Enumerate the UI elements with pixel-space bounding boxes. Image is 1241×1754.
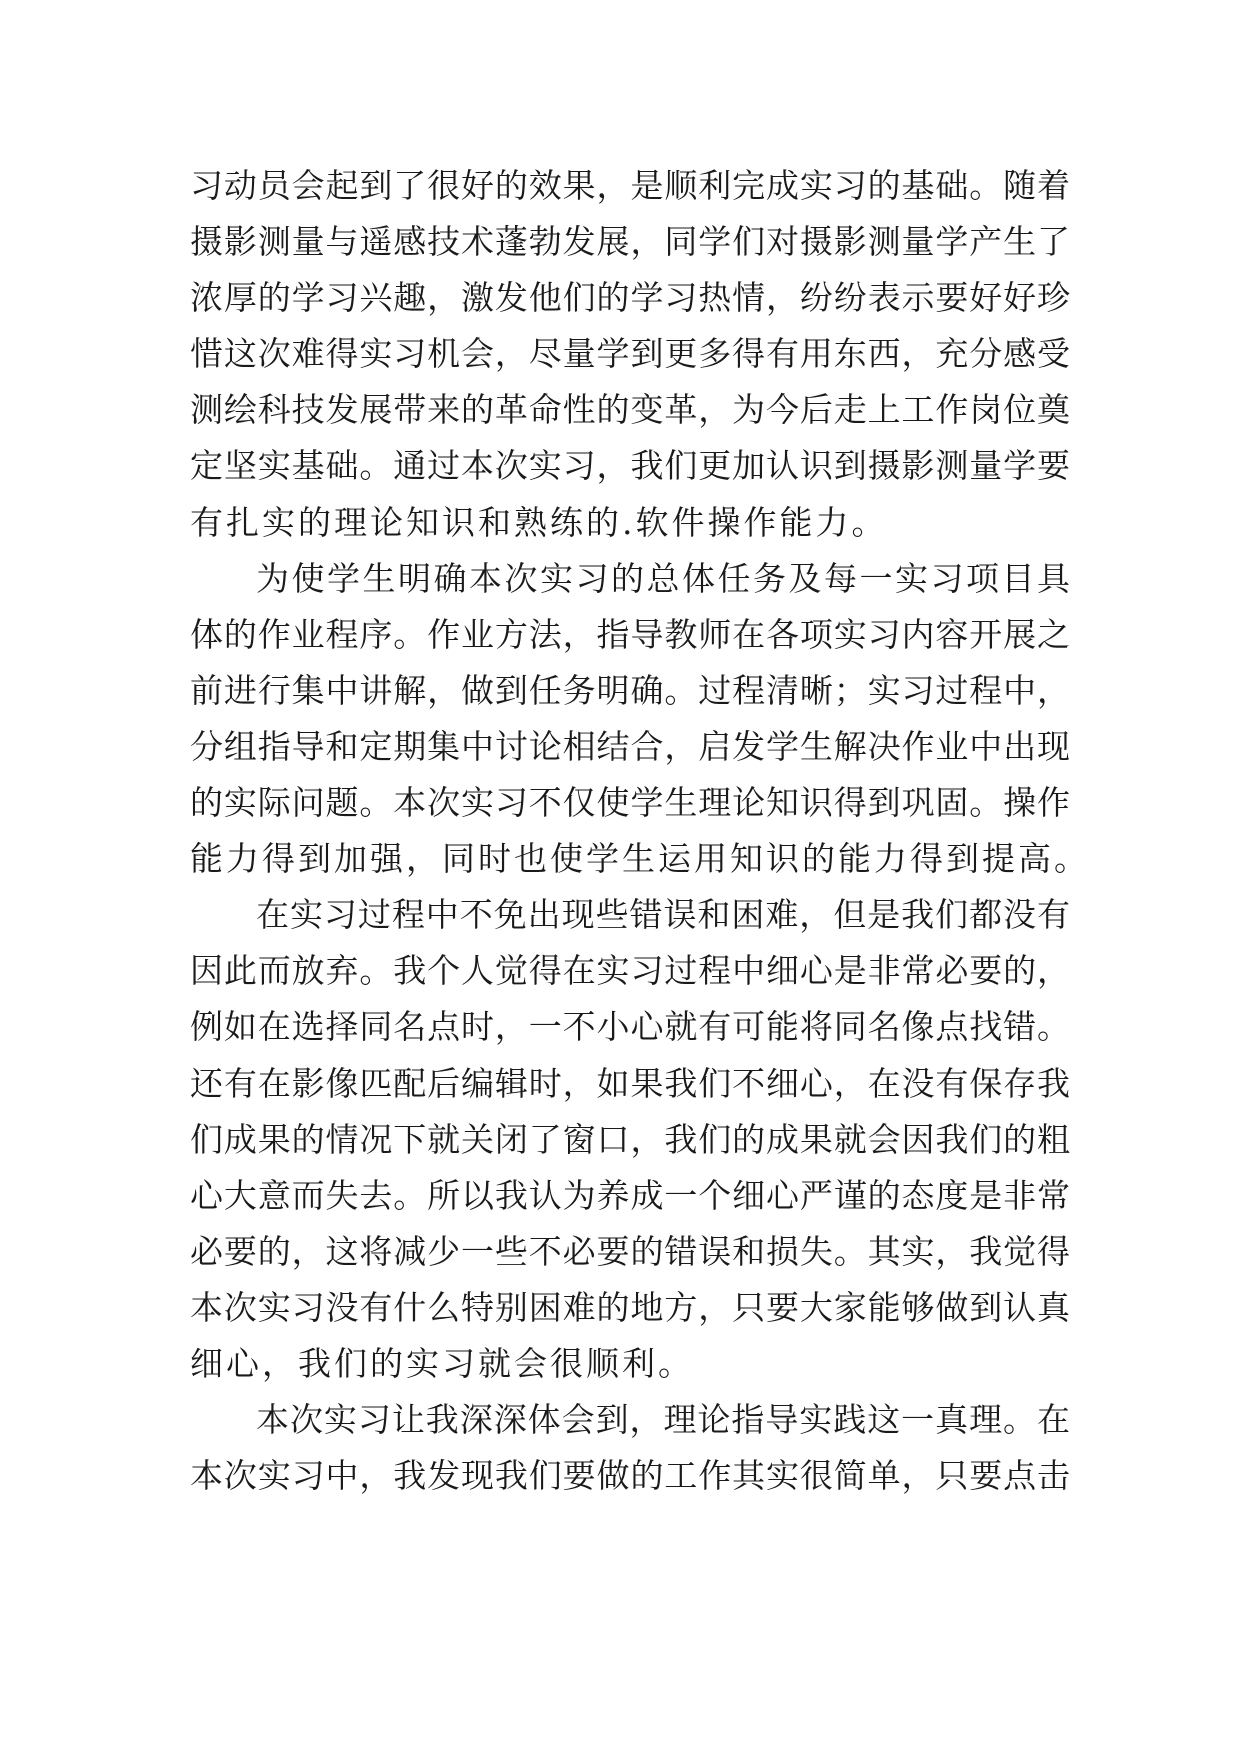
body-text — [190, 158, 1090, 1504]
text-line: 本次实习中，我发现我们要做的工作其实很简单，只要点击 — [190, 1456, 1070, 1496]
text-line: 摄影测量与遥感技术蓬勃发展，同学们对摄影测量学产生了 — [190, 222, 1070, 262]
paragraph-first-line: 在实习过程中不免出现些错误和困难，但是我们都没有 — [256, 895, 1070, 935]
text-line: 分组指导和定期集中讨论相结合，启发学生解决作业中出现 — [190, 726, 1070, 766]
text-line: 定坚实基础。通过本次实习，我们更加认识到摄影测量学要 — [190, 446, 1070, 486]
text-line: 细心，我们的实习就会很顺利。 — [190, 1343, 694, 1383]
text-line: 必要的，这将减少一些不必要的错误和损失。其实，我觉得 — [190, 1231, 1070, 1271]
text-line: 习动员会起到了很好的效果，是顺利完成实习的基础。随着 — [190, 166, 1070, 205]
text-line: 能力得到加强，同时也使学生运用知识的能力得到提高。 — [190, 839, 1090, 879]
text-line: 前进行集中讲解，做到任务明确。过程清晰；实习过程中， — [190, 670, 1070, 710]
text-line: 的实际问题。本次实习不仅使学生理论知识得到巩固。操作 — [190, 783, 1070, 823]
text-line: 测绘科技发展带来的革命性的变革，为今后走上工作岗位奠 — [190, 390, 1070, 430]
text-line: 心大意而失去。所以我认为养成一个细心严谨的态度是非常 — [190, 1175, 1070, 1215]
text-line: 浓厚的学习兴趣，激发他们的学习热情，纷纷表示要好好珍 — [190, 278, 1070, 318]
text-line: 体的作业程序。作业方法，指导教师在各项实习内容开展之 — [190, 614, 1070, 654]
text-line: 本次实习没有什么特别困难的地方，只要大家能够做到认真 — [190, 1287, 1070, 1327]
text-line: 例如在选择同名点时，一不小心就有可能将同名像点找错。 — [190, 1007, 1070, 1047]
paragraph-first-line: 为使学生明确本次实习的总体任务及每一实习项目具 — [256, 558, 1070, 598]
text-line: 还有在影像匹配后编辑时，如果我们不细心，在没有保存我 — [190, 1063, 1070, 1103]
paragraph-first-line: 本次实习让我深深体会到，理论指导实践这一真理。在 — [256, 1400, 1070, 1440]
text-line: 有扎实的理论知识和熟练的.软件操作能力。 — [190, 502, 888, 542]
text-line: 惜这次难得实习机会，尽量学到更多得有用东西，充分感受 — [190, 334, 1070, 374]
text-line: 因此而放弃。我个人觉得在实习过程中细心是非常必要的， — [190, 951, 1070, 991]
text-line: 们成果的情况下就关闭了窗口，我们的成果就会因我们的粗 — [190, 1119, 1070, 1159]
